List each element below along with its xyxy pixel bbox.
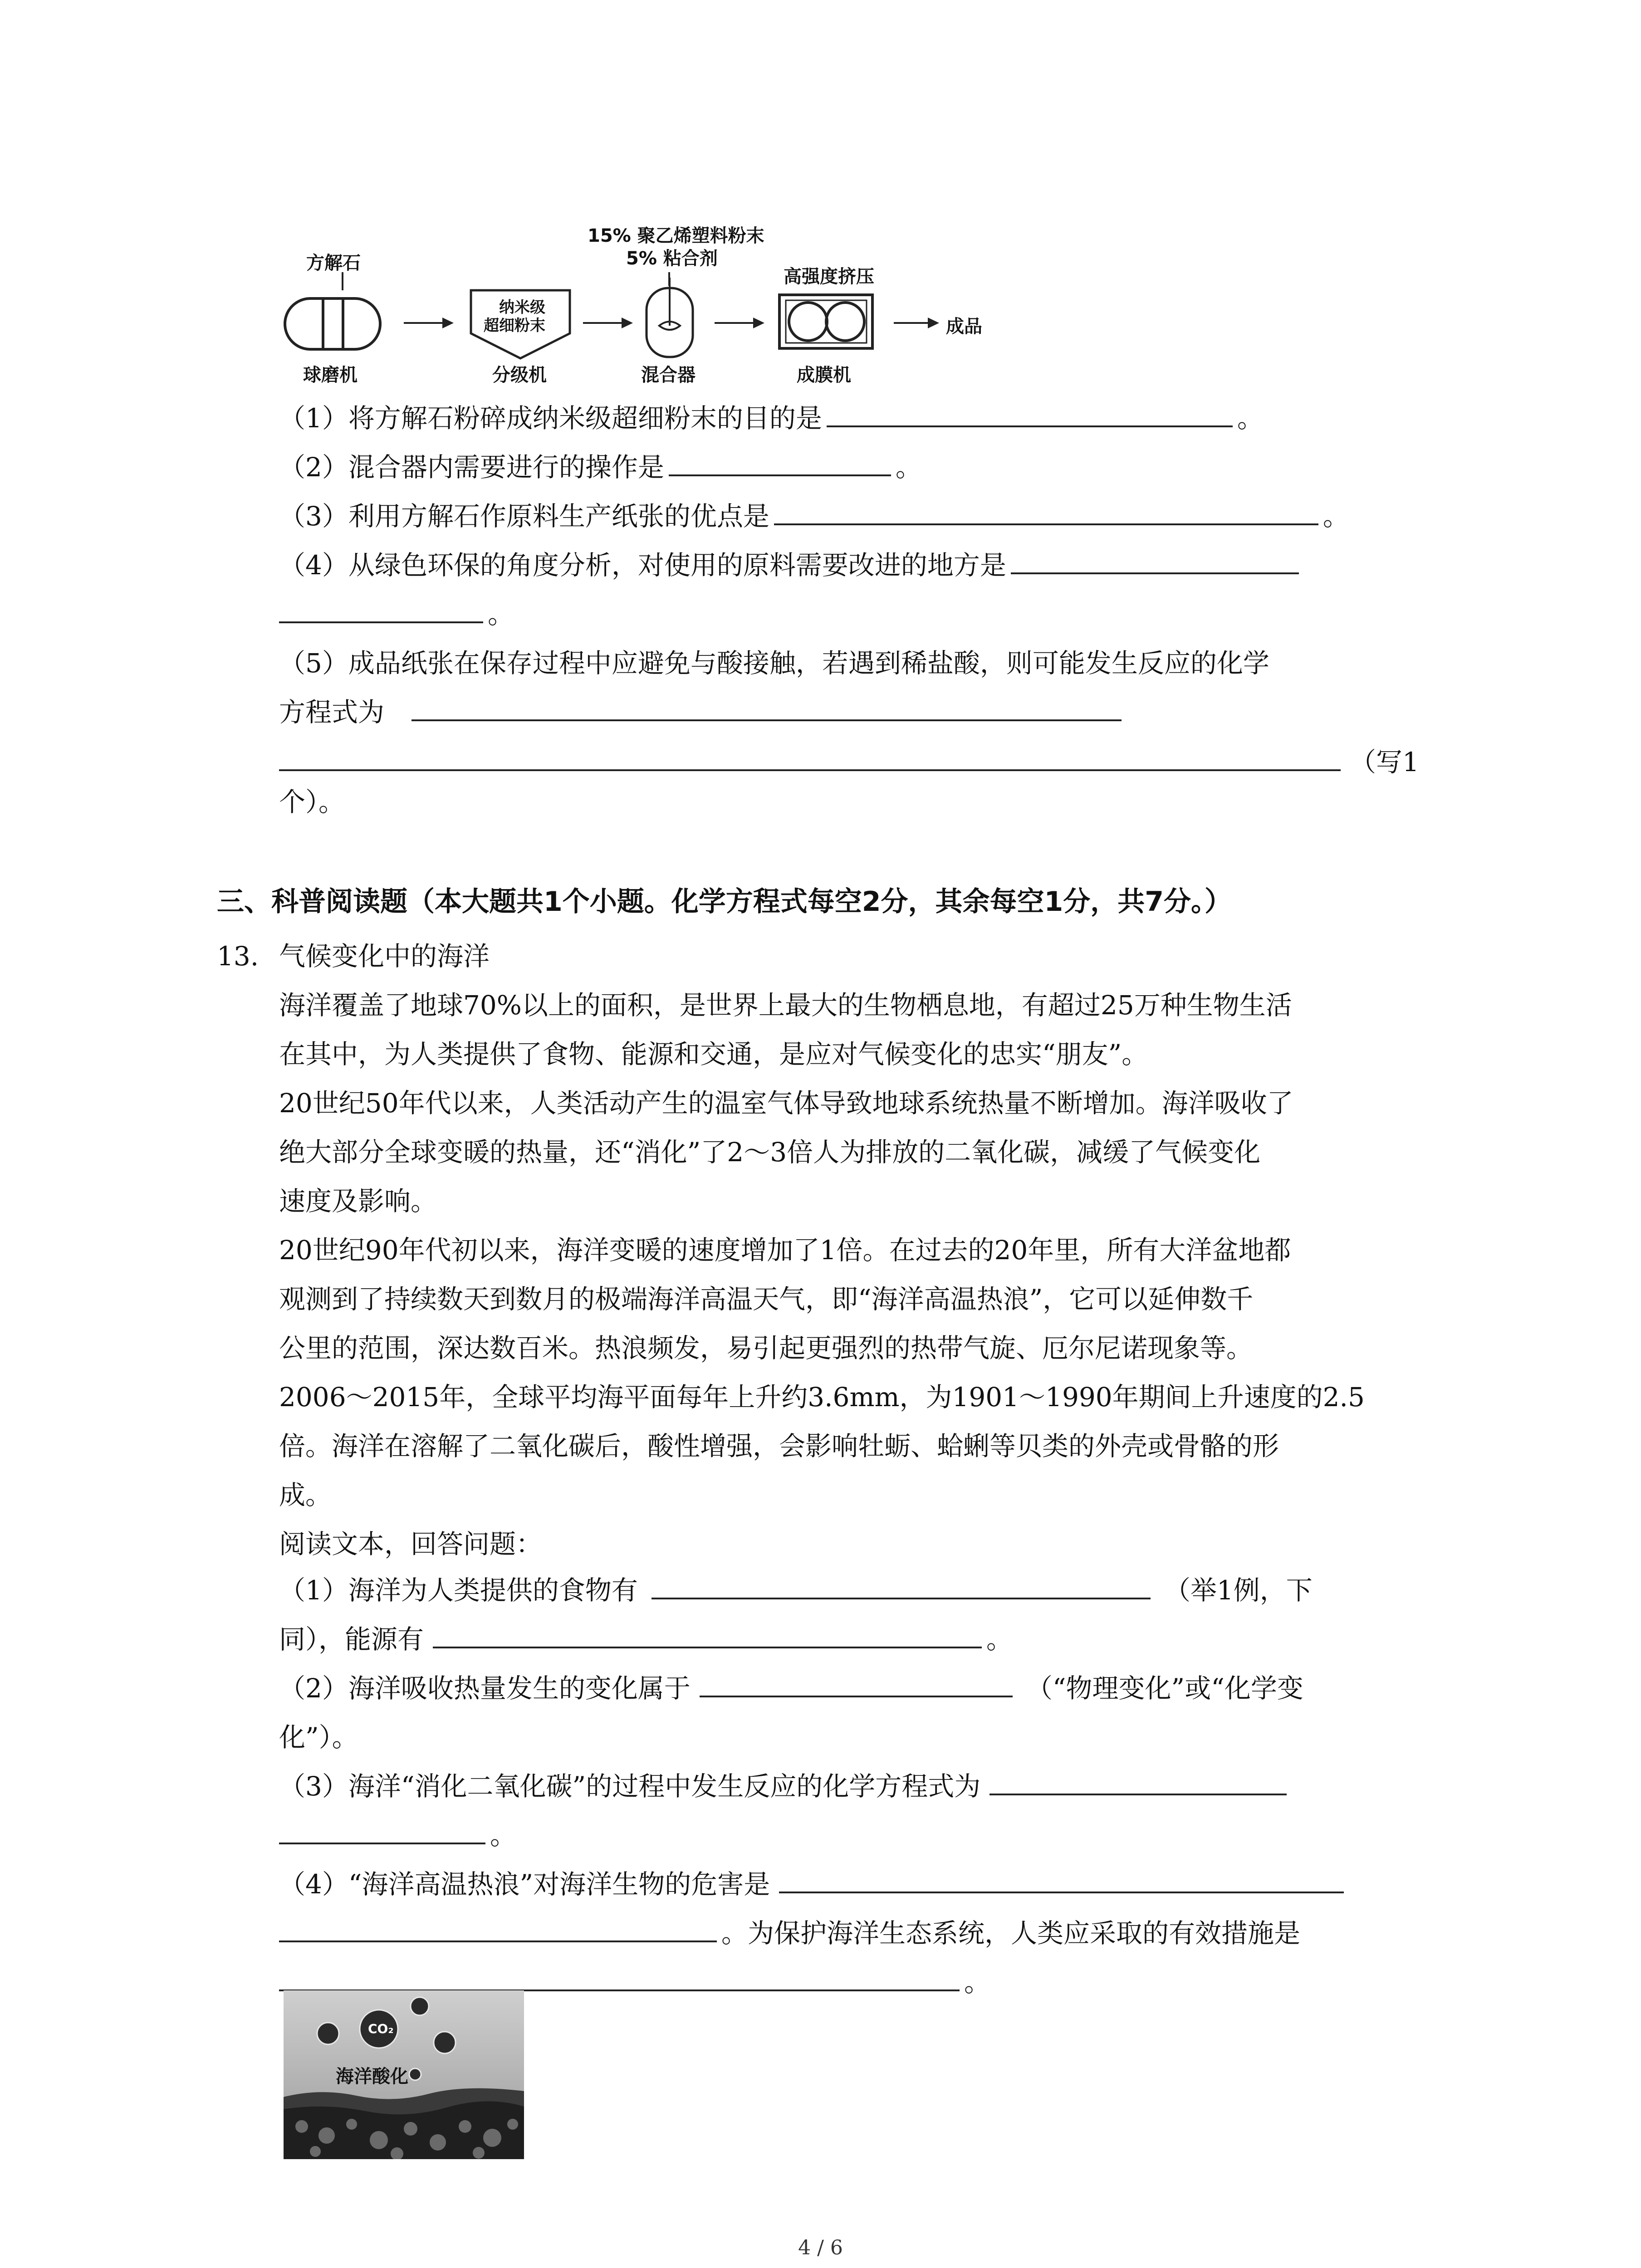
q12-part4-answer-blank-2[interactable]: [279, 618, 483, 623]
q13-instruction: 阅读文本，回答问题：: [279, 1529, 543, 1559]
q13-title: 气候变化中的海洋: [279, 941, 490, 972]
film-machine-label: 成膜机: [797, 365, 851, 386]
q13-part1-cont: 同），能源有 。: [279, 1624, 1013, 1655]
q13-passage-line: 2006～2015年，全球平均海平面每年上升约3.6mm，为1901～1990年期间上升速度的2.5: [279, 1382, 1365, 1413]
q12-part5-answer-blank-2[interactable]: [279, 766, 1341, 771]
q13-part3-answer-blank[interactable]: [989, 1790, 1287, 1795]
mixer-icon: [647, 278, 693, 357]
q12-part5-line1: （5）成品纸张在保存过程中应避免与酸接触，若遇到稀盐酸，则可能发生反应的化学: [279, 648, 1269, 679]
q13-passage-line: 倍。海洋在溶解了二氧化碳后，酸性增强，会影响牡蛎、蛤蜊等贝类的外壳或骨骼的形: [279, 1431, 1279, 1461]
ocean-acidification-photo: [284, 1990, 524, 2159]
q13-part4-harm-blank-2[interactable]: [279, 1937, 717, 1942]
page-number: 4 / 6: [798, 2236, 843, 2259]
q13-part2: （2）海洋吸收热量发生的变化属于 （“物理变化”或“化学变: [279, 1673, 1303, 1704]
product-label: 成品: [946, 316, 982, 337]
classifier-label: 分级机: [492, 365, 547, 386]
q13-part2-cont: 化”）。: [279, 1722, 358, 1753]
q13-passage-line: 绝大部分全球变暖的热量，还“消化”了2～3倍人为排放的二氧化碳，减缓了气候变化: [279, 1137, 1261, 1168]
q12-part1-answer-blank[interactable]: [827, 422, 1233, 427]
q13-passage-line: 公里的范围，深达数百米。热浪频发，易引起更强烈的热带气旋、厄尔尼诺现象等。: [279, 1333, 1253, 1364]
q12-part2-answer-blank[interactable]: [669, 471, 891, 476]
q13-passage-line: 在其中，为人类提供了食物、能源和交通，是应对气候变化的忠实“朋友”。: [279, 1039, 1148, 1070]
q13-passage-line: 海洋覆盖了地球70%以上的面积，是世界上最大的生物栖息地，有超过25万种生物生活: [279, 990, 1292, 1021]
classifier-box-line2: 超细粉末: [484, 317, 545, 335]
flow-diagram-graphics: [0, 0, 1641, 390]
q12-part3: （3）利用方解石作原料生产纸张的优点是 。: [279, 501, 1349, 532]
q12-part3-answer-blank[interactable]: [774, 520, 1318, 525]
input-additives-line2: 5% 粘合剂: [626, 248, 718, 269]
q13-passage-line: 速度及影响。: [279, 1186, 437, 1217]
q13-passage-line: 成。: [279, 1480, 332, 1510]
q13-part1-energy-blank[interactable]: [433, 1643, 982, 1648]
q13-part3-cont: 。: [279, 1817, 516, 1853]
input-additives-line1: 15% 聚乙烯塑料粉末: [588, 225, 764, 246]
q13-part4-cont2: 。: [279, 1964, 990, 2000]
q13-part2-answer-blank[interactable]: [700, 1692, 1013, 1697]
q13-part1-food-blank[interactable]: [652, 1594, 1151, 1599]
classifier-box-line1: 纳米级: [499, 298, 545, 317]
q13-part4: （4）“海洋高温热浪”对海洋生物的危害是: [279, 1866, 1344, 1902]
process-flow-diagram: [0, 0, 1641, 390]
film-machine-icon: [779, 295, 872, 348]
input-pressure-label: 高强度挤压: [784, 266, 874, 287]
section-3-heading: 三、科普阅读题（本大题共1个小题。化学方程式每空2分，其余每空1分，共7分。）: [217, 886, 1232, 918]
q12-part5-line2: 方程式为: [279, 694, 1122, 730]
co2-bubble-label: CO₂: [368, 2021, 394, 2036]
ocean-acidification-label: 海洋酸化: [336, 2066, 408, 2087]
q13-part1: （1）海洋为人类提供的食物有 （举1例，下: [279, 1575, 1313, 1606]
q13-part4-harm-blank[interactable]: [779, 1888, 1344, 1893]
q13-passage-line: 观测到了持续数天到数月的极端海洋高温天气，即“海洋高温热浪”，它可以延伸数千: [279, 1284, 1254, 1315]
input-raw-label: 方解石: [306, 253, 361, 274]
q12-part1: （1）将方解石粉碎成纳米级超细粉末的目的是 。: [279, 403, 1264, 434]
ball-mill-icon: [285, 298, 380, 349]
q12-part4: （4）从绿色环保的角度分析，对使用的原料需要改进的地方是: [279, 547, 1299, 583]
q13-part3-answer-blank-2[interactable]: [279, 1839, 485, 1844]
q13-passage-line: 20世纪90年代初以来，海洋变暖的速度增加了1倍。在过去的20年里，所有大洋盆地都: [279, 1235, 1291, 1266]
q12-part5-answer-blank[interactable]: [411, 716, 1122, 721]
q12-part4-answer-blank[interactable]: [1011, 569, 1299, 574]
q12-part5-line3: （写1: [279, 744, 1419, 780]
q13-part3: （3）海洋“消化二氧化碳”的过程中发生反应的化学方程式为: [279, 1768, 1287, 1804]
q13-passage-line: 20世纪50年代以来，人类活动产生的温室气体导致地球系统热量不断增加。海洋吸收了: [279, 1088, 1293, 1119]
ball-mill-label: 球磨机: [303, 365, 358, 386]
q12-part2: （2）混合器内需要进行的操作是 。: [279, 452, 922, 483]
q12-part4-cont: 。: [279, 596, 514, 632]
q13-part4-cont: 。为保护海洋生态系统，人类应采取的有效措施是: [279, 1915, 1300, 1951]
q13-number: 13.: [217, 941, 259, 972]
q12-part5-line4: 个）。: [279, 787, 345, 817]
mixer-label: 混合器: [641, 365, 696, 386]
